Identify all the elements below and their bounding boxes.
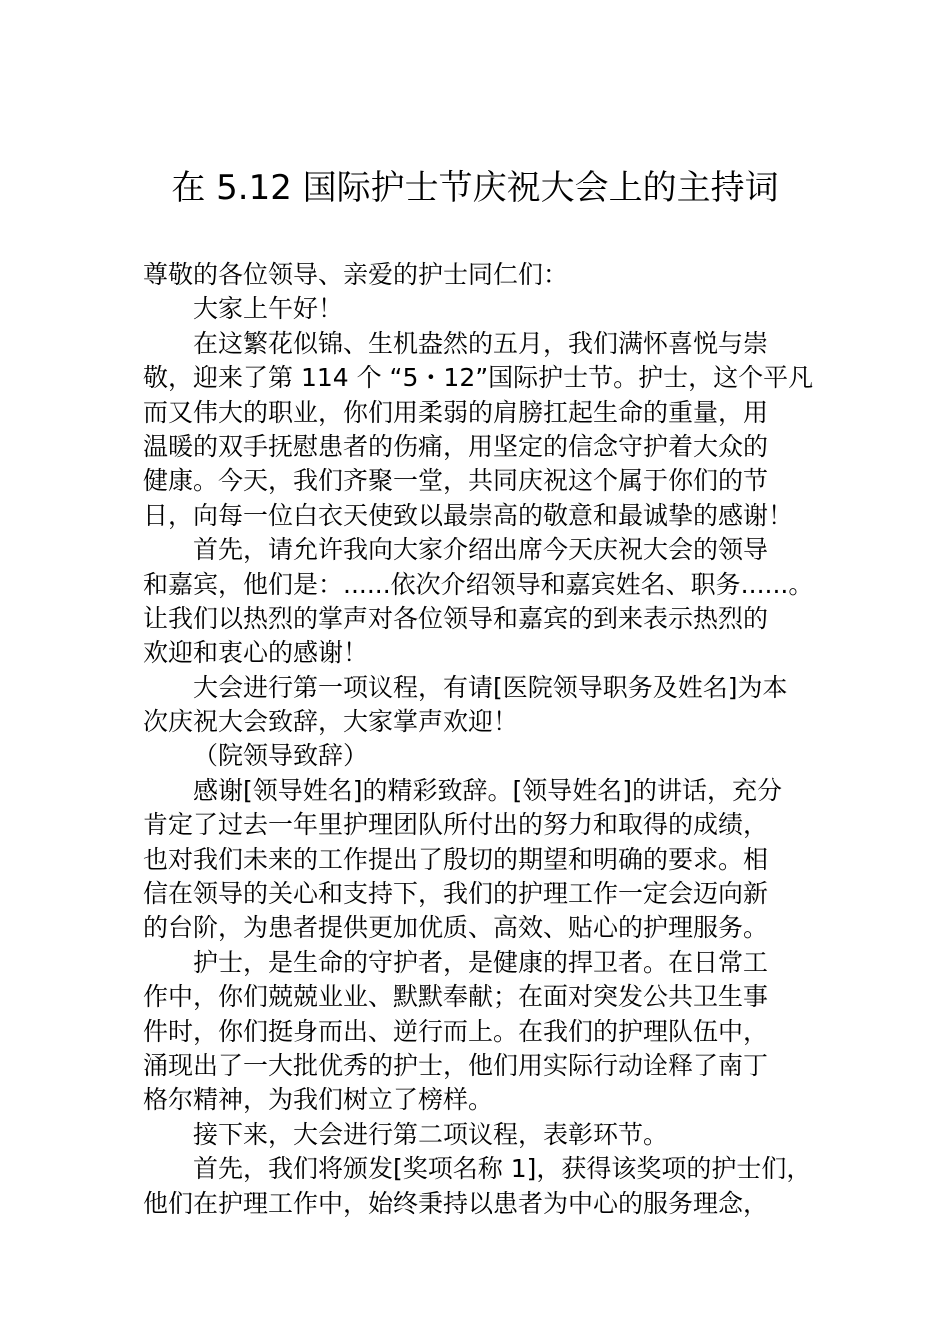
body-line: 首先，我们将颁发[奖项名称 1]，获得该奖项的护士们， bbox=[193, 1154, 812, 1184]
body-line: 肯定了过去一年里护理团队所付出的努力和取得的成绩， bbox=[143, 810, 769, 840]
body-line: 让我们以热烈的掌声对各位领导和嘉宾的到来表示热烈的 bbox=[143, 603, 769, 633]
body-line: 他们在护理工作中，始终秉持以患者为中心的服务理念， bbox=[143, 1188, 769, 1218]
body-line: 大家上午好！ bbox=[193, 294, 344, 324]
body-line: 件时，你们挺身而出、逆行而上。在我们的护理队伍中， bbox=[143, 1016, 769, 1046]
body-line: 信在领导的关心和支持下，我们的护理工作一定会迈向新 bbox=[143, 879, 769, 909]
body-line: 欢迎和衷心的感谢！ bbox=[143, 638, 369, 668]
body-line: 次庆祝大会致辞，大家掌声欢迎！ bbox=[143, 707, 519, 737]
body-line: 首先，请允许我向大家介绍出席今天庆祝大会的领导 bbox=[193, 535, 769, 565]
body-line: 接下来，大会进行第二项议程，表彰环节。 bbox=[193, 1119, 669, 1149]
body-line: 护士，是生命的守护者，是健康的捍卫者。在日常工 bbox=[193, 947, 769, 977]
body-line: 健康。今天，我们齐聚一堂，共同庆祝这个属于你们的节 bbox=[143, 466, 769, 496]
body-line: 作中，你们兢兢业业、默默奉献；在面对突发公共卫生事 bbox=[143, 982, 769, 1012]
document-title: 在 5.12 国际护士节庆祝大会上的主持词 bbox=[171, 168, 779, 208]
body-line: 格尔精神，为我们树立了榜样。 bbox=[143, 1085, 494, 1115]
body-line: 日，向每一位白衣天使致以最崇高的敬意和最诚挚的感谢！ bbox=[143, 500, 794, 530]
body-line: 而又伟大的职业，你们用柔弱的肩膀扛起生命的重量，用 bbox=[143, 397, 769, 427]
body-line: 的台阶，为患者提供更加优质、高效、贴心的护理服务。 bbox=[143, 913, 769, 943]
body-line: 涌现出了一大批优秀的护士，他们用实际行动诠释了南丁 bbox=[143, 1050, 769, 1080]
body-line: 温暖的双手抚慰患者的伤痛，用坚定的信念守护着大众的 bbox=[143, 431, 769, 461]
body-line: 和嘉宾，他们是：......依次介绍领导和嘉宾姓名、职务......。 bbox=[143, 569, 814, 599]
body-line: 在这繁花似锦、生机盎然的五月，我们满怀喜悦与崇 bbox=[193, 328, 769, 358]
body-line: 感谢[领导姓名]的精彩致辞。[领导姓名]的讲话，充分 bbox=[193, 775, 783, 805]
body-line: 也对我们未来的工作提出了殷切的期望和明确的要求。相 bbox=[143, 844, 769, 874]
body-line: 尊敬的各位领导、亲爱的护士同仁们： bbox=[143, 260, 569, 289]
body-line: （院领导致辞） bbox=[193, 741, 369, 771]
document-body bbox=[143, 258, 833, 1221]
body-line: 敬，迎来了第 114 个 “5・12”国际护士节。护士，这个平凡 bbox=[143, 363, 814, 393]
body-line: 大会进行第一项议程，有请[医院领导职务及姓名]为本 bbox=[193, 672, 788, 702]
